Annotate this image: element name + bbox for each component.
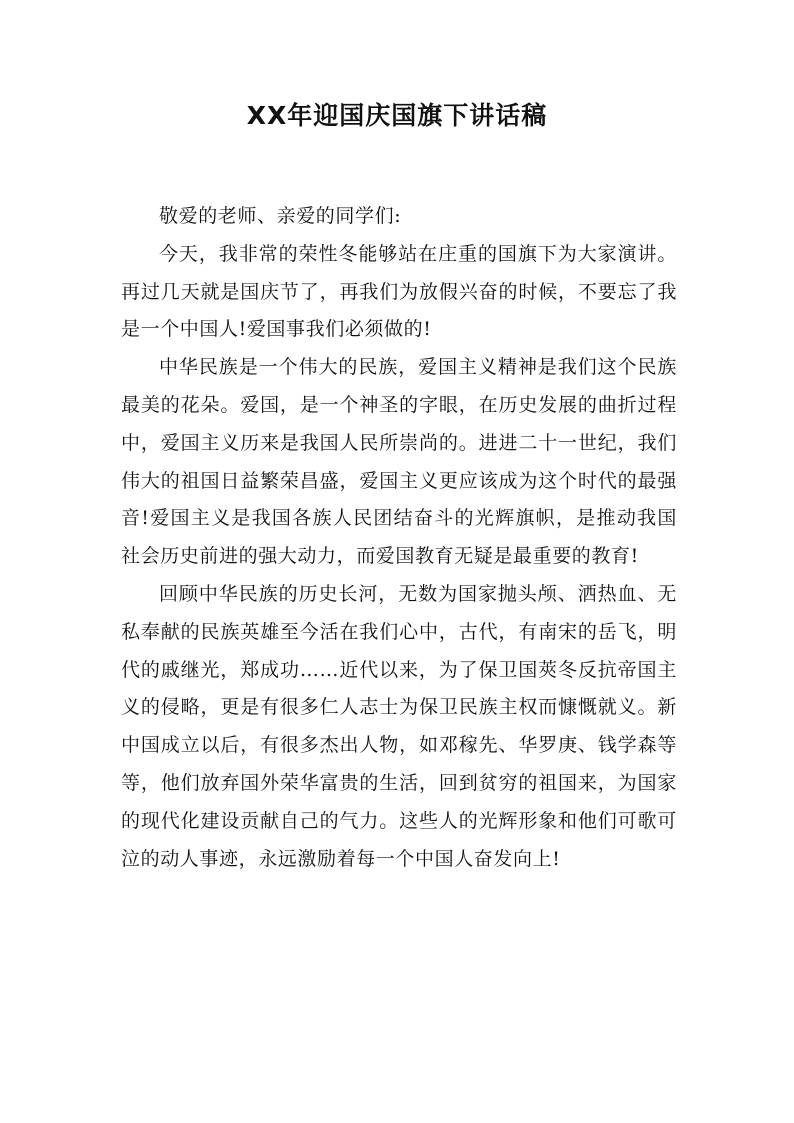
document-body (121, 198, 677, 878)
paragraph-2: 中华民族是一个伟大的民族，爱国主义精神是我们这个民族最美的花朵。爱国，是一个神圣的字眼，在历史发展的曲折过程中，爱国主义历来是我国人民所崇尚的。进进二十一世纪，我们伟大的祖国日益繁荣昌盛，爱国主义更应该成为这个时代的最强音!爱国主义是我国各族人民团结奋斗的光辉旗帜，是推动我国社会历史前进的强大动力，而爱国教育无疑是最重要的教育! (121, 356, 677, 568)
document-title: XX年迎国庆国旗下讲话稿 (246, 101, 548, 130)
greeting-paragraph: 敬爱的老师、亲爱的同学们: (159, 205, 402, 227)
paragraph-1: 今天，我非常的荣性冬能够站在庄重的国旗下为大家演讲。再过几天就是国庆节了，再我们为放假兴奋的时候，不要忘了我是一个中国人!爱国事我们必须做的! (121, 242, 677, 341)
paragraph-3: 回顾中华民族的历史长河，无数为国家抛头颅、洒热血、无私奉献的民族英雄至今活在我们心中，古代，有南宋的岳飞，明代的戚继光，郑成功……近代以来，为了保卫国莢冬反抗帝国主义的侵略，更是有很多仁人志士为保卫民族主权而慷慨就义。新中国成立以后，有很多杰出人物，如邓稼先、华罗庚、钱学森等等，他们放弃国外荣华富贵的生活，回到贫穷的祖国来，为国家的现代化建设贡献自己的气力。这些人的光辉形象和他们可歌可泣的动人事迹，永远激励着每一个中国人奋发向上! (121, 582, 677, 870)
